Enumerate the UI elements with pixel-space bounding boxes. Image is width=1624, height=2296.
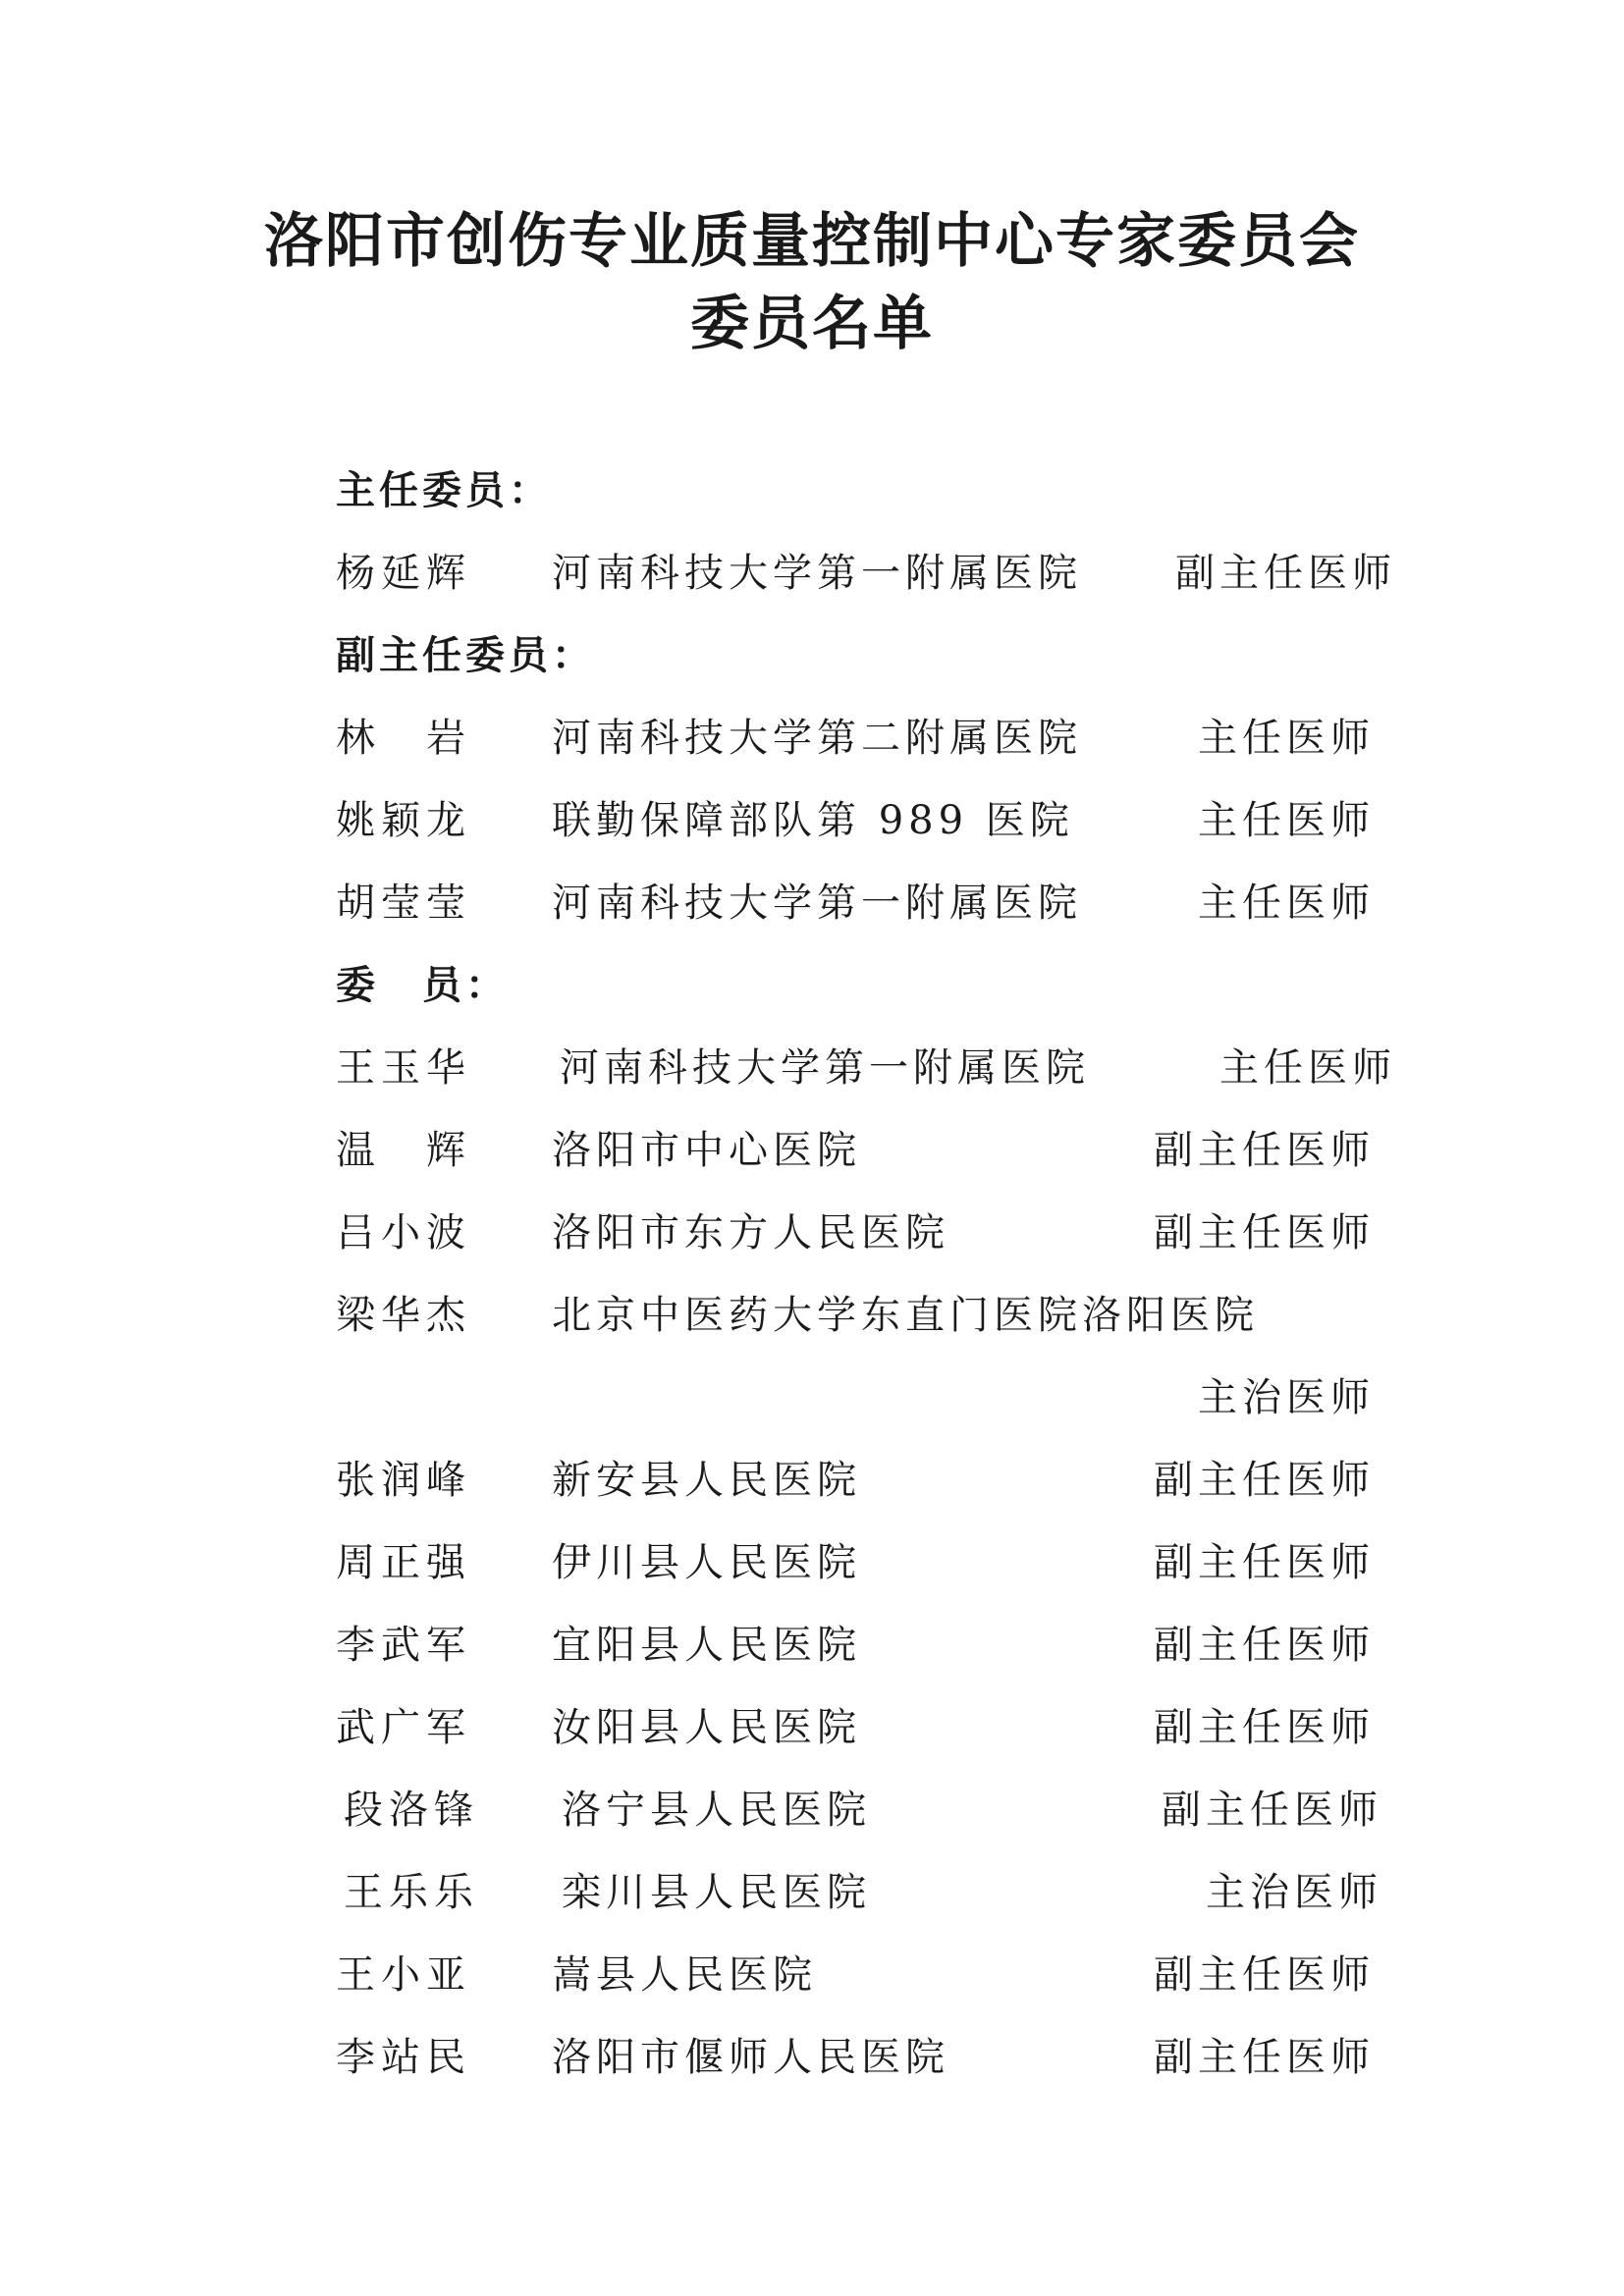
member-title: 副主任医师 [1154, 1128, 1375, 1173]
member-row [0, 711, 1624, 770]
member-name: 吕小波 [336, 1210, 471, 1255]
member-title: 副主任医师 [1162, 1788, 1382, 1833]
section-heading-vice-chair: 副主任委员： [336, 632, 595, 678]
member-name: 胡莹莹 [336, 881, 471, 926]
member-title: 副主任医师 [1154, 2035, 1375, 2080]
member-title: 副主任医师 [1154, 1952, 1375, 1998]
member-name: 武广军 [336, 1705, 471, 1750]
member-org: 洛阳市东方人民医院 [552, 1210, 949, 1255]
member-title: 主任医师 [1198, 798, 1375, 843]
member-name: 王乐乐 [344, 1870, 479, 1915]
section-heading-members: 委 员： [336, 962, 509, 1008]
member-org: 栾川县人民医院 [562, 1870, 871, 1915]
member-title: 副主任医师 [1154, 1458, 1375, 1503]
member-title: 主任医师 [1219, 1045, 1396, 1091]
member-name: 李武军 [336, 1623, 471, 1668]
member-name: 王小亚 [336, 1952, 471, 1998]
member-row [0, 1700, 1624, 1759]
member-name: 林 岩 [336, 716, 471, 761]
member-org: 汝阳县人民医院 [552, 1705, 861, 1750]
member-name: 杨延辉 [336, 551, 471, 596]
member-row [0, 1535, 1624, 1594]
member-name: 段洛锋 [344, 1788, 479, 1833]
member-row [0, 1783, 1624, 1842]
member-row [0, 1288, 1624, 1347]
member-org: 洛阳市偃师人民医院 [552, 2035, 949, 2080]
member-org: 嵩县人民医院 [552, 1952, 817, 1998]
document-title: 洛阳市创伤专业质量控制中心专家委员会 [264, 207, 1360, 276]
member-title: 副主任医师 [1175, 551, 1396, 596]
member-org: 宜阳县人民医院 [552, 1623, 861, 1668]
member-title: 主任医师 [1198, 716, 1375, 761]
member-row [0, 2030, 1624, 2089]
member-org: 河南科技大学第一附属医院 [552, 551, 1082, 596]
member-name: 王玉华 [336, 1045, 471, 1091]
member-org: 北京中医药大学东直门医院洛阳医院 [552, 1293, 1259, 1338]
section-heading-chair: 主任委员： [336, 467, 552, 513]
member-title: 副主任医师 [1154, 1210, 1375, 1255]
member-row [0, 1865, 1624, 1924]
member-row [0, 1453, 1624, 1512]
member-name: 温 辉 [336, 1128, 471, 1173]
document-subtitle: 委员名单 [690, 290, 934, 358]
member-org: 河南科技大学第一附属医院 [560, 1045, 1090, 1091]
member-title: 副主任医师 [1154, 1623, 1375, 1668]
member-org: 河南科技大学第二附属医院 [552, 716, 1082, 761]
member-name: 周正强 [336, 1540, 471, 1585]
member-row [0, 1205, 1624, 1264]
member-row [0, 546, 1624, 605]
member-row [0, 793, 1624, 852]
member-name: 李站民 [336, 2035, 471, 2080]
member-row [0, 876, 1624, 934]
member-org: 洛阳市中心医院 [552, 1128, 861, 1173]
member-org: 新安县人民医院 [552, 1458, 861, 1503]
member-title: 副主任医师 [1154, 1705, 1375, 1750]
member-org: 伊川县人民医院 [552, 1540, 861, 1585]
member-org: 河南科技大学第一附属医院 [552, 881, 1082, 926]
member-name: 梁华杰 [336, 1293, 471, 1338]
member-title: 主治医师 [1198, 1375, 1375, 1420]
member-name: 姚颖龙 [336, 798, 471, 843]
member-org: 洛宁县人民医院 [562, 1788, 871, 1833]
member-name: 张润峰 [336, 1458, 471, 1503]
member-row [0, 1123, 1624, 1182]
member-row-continued [0, 1370, 1624, 1429]
member-row [0, 1948, 1624, 2006]
member-title: 副主任医师 [1154, 1540, 1375, 1585]
member-row [0, 1041, 1624, 1099]
member-org: 联勤保障部队第 989 医院 [552, 798, 1074, 843]
member-title: 主任医师 [1198, 881, 1375, 926]
member-row [0, 1618, 1624, 1677]
member-title: 主治医师 [1206, 1870, 1382, 1915]
